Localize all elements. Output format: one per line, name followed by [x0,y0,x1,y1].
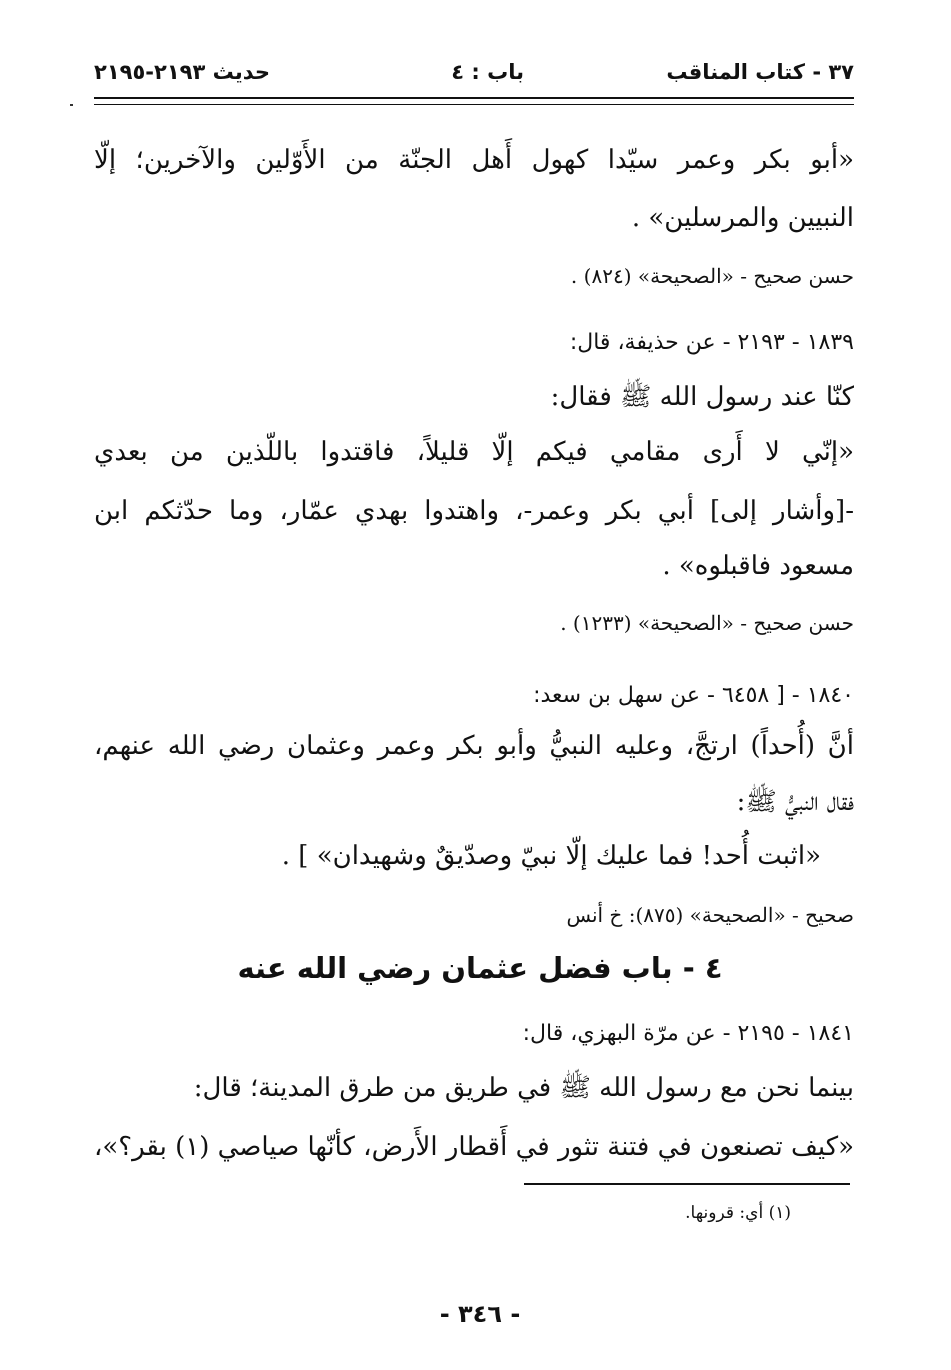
running-header [94,58,854,98]
footnote: (١) أي: قرونها. [685,1203,791,1223]
header-bab: باب : ٤ [451,60,524,84]
header-hadith-range: حديث ٢١٩٣-٢١٩٥ [94,60,270,84]
grade-line: حسن صحيح - «الصحيحة» (٨٢٤) . [570,264,854,288]
text-line: «إنّي لا أَرى مقامي فيكم إلّا قليلاً، فاقتدوا باللّذين من بعدي [94,437,854,467]
grade-line: حسن صحيح - «الصحيحة» (١٢٣٣) . [560,611,854,635]
text-line: فقال النبيُّ ﷺ: [736,787,854,817]
footnote-rule [524,1183,850,1185]
hadith-heading: ١٨٤١ - ٢١٩٥ - عن مرّة البهزي، قال: [522,1021,854,1046]
text-line: مسعود فاقبلوه» . [662,551,854,581]
text-line: النبيين والمرسلين» . [631,203,854,233]
hadith-heading: ١٨٣٩ - ٢١٩٣ - عن حذيفة، قال: [569,330,854,355]
page-number: - ٣٤٦ - [439,1300,521,1328]
grade-line: صحيح - «الصحيحة» (٨٧٥): خ أنس [566,903,854,927]
text-line: «اثبت أُحد! فما عليك إلّا نبيّ وصدّيقٌ وشهيدان» ] . [281,841,821,871]
text-line: أنَّ (أُحداً) ارتجَّ، وعليه النبيُّ وأبو بكر وعمر وعثمان رضي الله عنهم، [94,731,854,761]
text-line: «أبو بكر وعمر سيّدا كهول أَهل الجنّة من الأَوّلين والآخرين؛ إلّا [94,145,854,175]
scan-speck [70,104,73,106]
text-line: بينما نحن مع رسول الله ﷺ في طريق من طرق المدينة؛ قال: [193,1073,854,1103]
header-rule [94,97,854,105]
text-line: «كيف تصنعون في فتنة تثور في أَقطار الأَرض، كأنّها صياصي (١) بقر؟»، [93,1132,854,1162]
header-chapter: ٣٧ - كتاب المناقب [666,60,854,84]
chapter-title: ٤ - باب فضل عثمان رضي الله عنه [237,951,723,985]
text-line: -[وأشار إلى] أبي بكر وعمر-، واهتدوا بهدي عمّار، وما حدّثكم ابن [94,496,854,526]
hadith-heading: ١٨٤٠ - [ ٦٤٥٨ - عن سهل بن سعد: [533,683,854,708]
text-line: كنّا عند رسول الله ﷺ فقال: [550,382,854,412]
